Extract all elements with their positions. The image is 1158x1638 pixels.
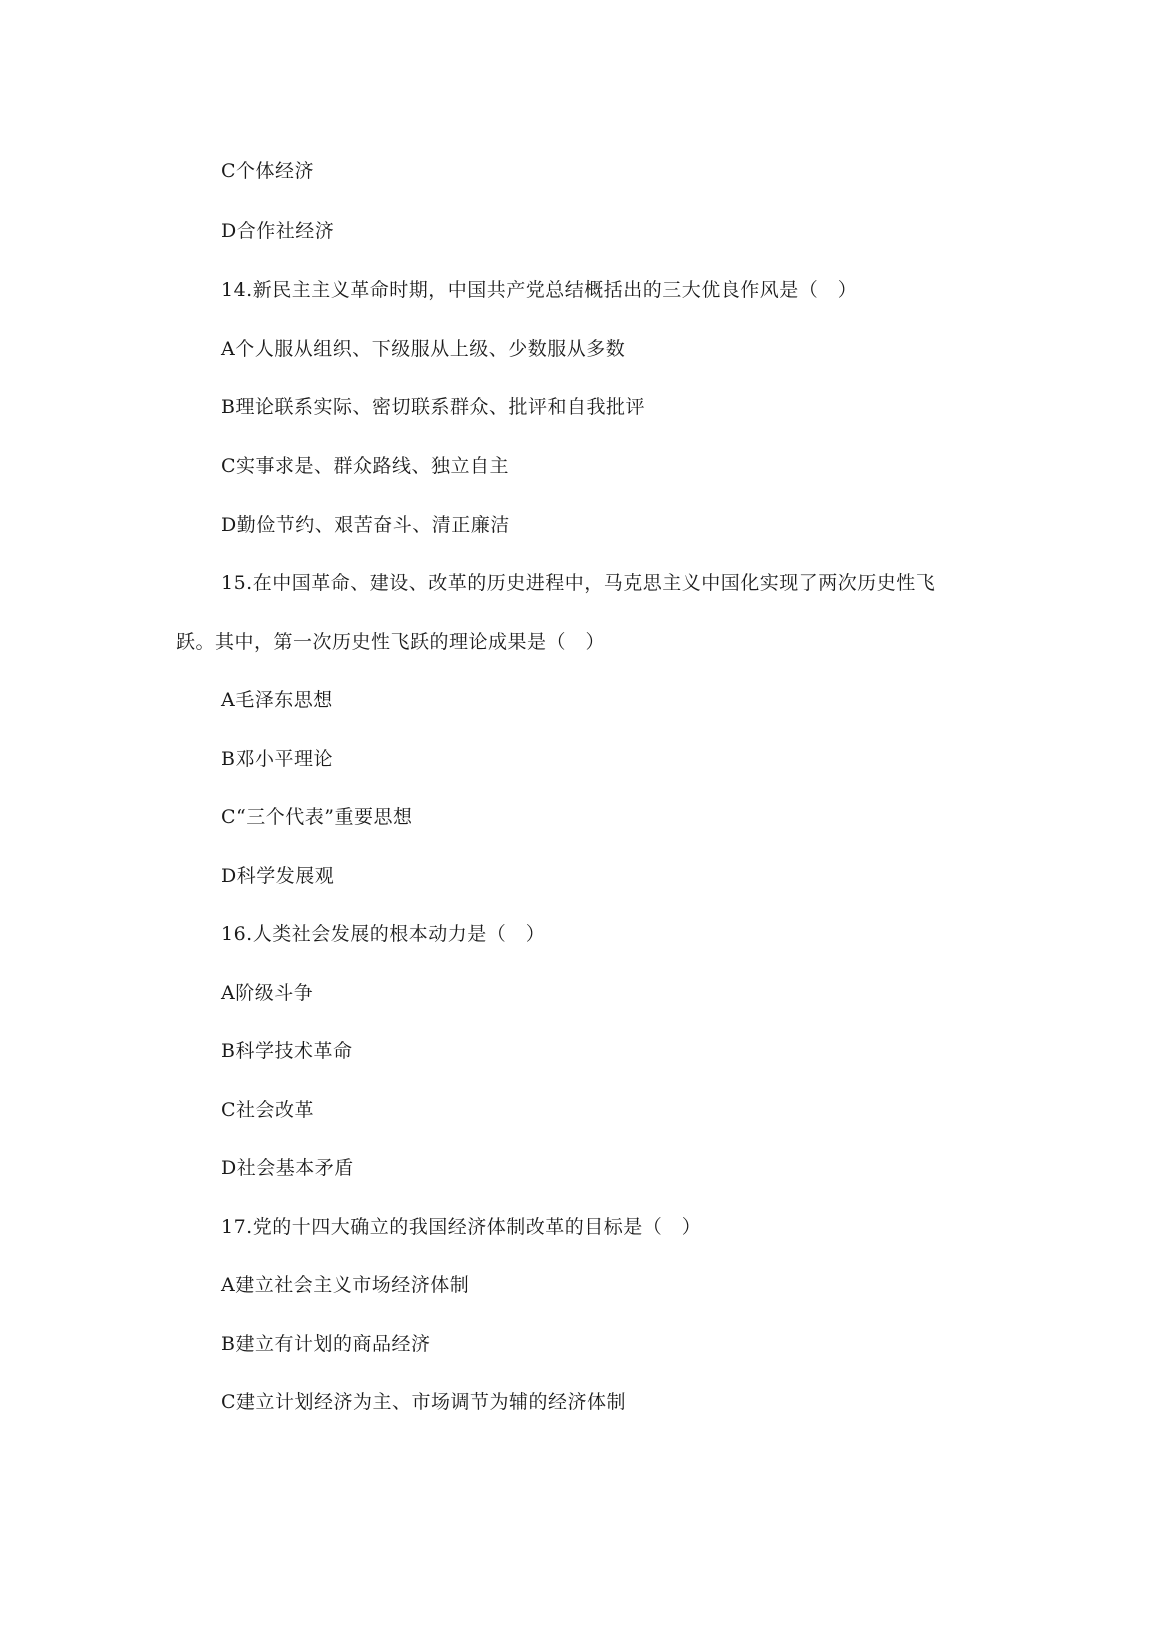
question-16: 16.人类社会发展的根本动力是（ ） <box>221 923 546 945</box>
option-a-q15: A毛泽东思想 <box>221 689 333 711</box>
option-d-q13: D合作社经济 <box>221 220 335 242</box>
option-d-q16: D社会基本矛盾 <box>221 1157 354 1179</box>
option-b-q14: B理论联系实际、密切联系群众、批评和自我批评 <box>221 396 645 418</box>
option-d-q15: D科学发展观 <box>221 865 335 887</box>
option-b-q16: B科学技术革命 <box>221 1040 353 1062</box>
option-d-q14: D勤俭节约、艰苦奋斗、清正廉洁 <box>221 514 510 536</box>
question-14: 14.新民主主义革命时期，中国共产党总结概括出的三大优良作风是（ ） <box>221 279 858 301</box>
option-b-q17: B建立有计划的商品经济 <box>221 1333 431 1355</box>
option-a-q14: A个人服从组织、下级服从上级、少数服从多数 <box>221 338 626 360</box>
question-17: 17.党的十四大确立的我国经济体制改革的目标是（ ） <box>221 1216 702 1238</box>
option-c-q16: C社会改革 <box>221 1099 315 1121</box>
option-c-q13: C个体经济 <box>221 160 315 182</box>
question-15-continued: 跃。其中，第一次历史性飞跃的理论成果是（ ） <box>176 631 606 653</box>
option-b-q15: B邓小平理论 <box>221 748 333 770</box>
option-c-q14: C实事求是、群众路线、独立自主 <box>221 455 510 477</box>
question-15: 15.在中国革命、建设、改革的历史进程中，马克思主义中国化实现了两次历史性飞 <box>221 572 936 594</box>
option-c-q15: C“三个代表”重要思想 <box>221 806 413 828</box>
option-c-q17: C建立计划经济为主、市场调节为辅的经济体制 <box>221 1391 627 1413</box>
option-a-q17: A建立社会主义市场经济体制 <box>221 1274 470 1296</box>
option-a-q16: A阶级斗争 <box>221 982 314 1004</box>
